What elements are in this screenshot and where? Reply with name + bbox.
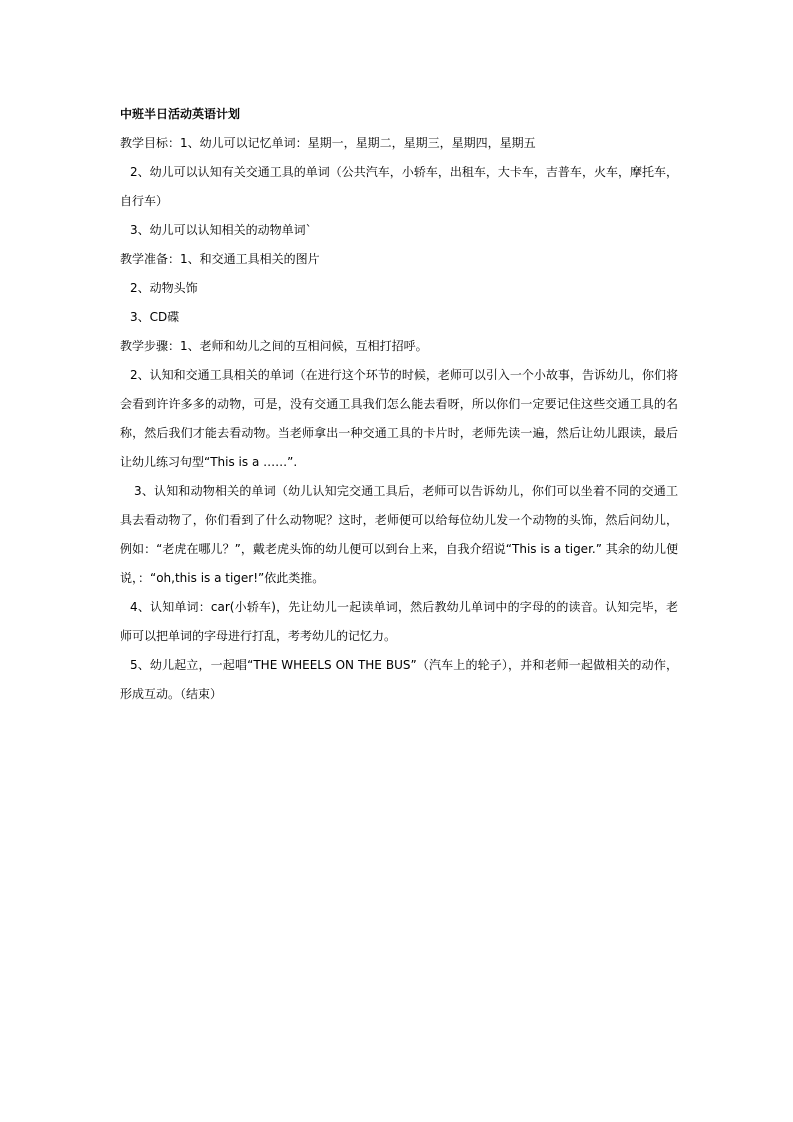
paragraph-objective-3: 3、幼儿可以认知相关的动物单词` bbox=[130, 223, 312, 237]
paragraph-step-2: 2、认知和交通工具相关的单词（在进行这个环节的时候，老师可以引入一个小故事，告诉幼儿，你们将会看到许许多多的动物，可是，没有交通工具我们怎么能去看呀，所以你们一定要记住这些交通工具的名称，然后我们才能去看动物。当老师拿出一种交通工具的卡片时，老师先读一遍，然后让幼儿跟读，最后让幼儿练习句型“This is a ……”. bbox=[120, 368, 678, 469]
paragraph-preparation: 教学准备：1、和交通工具相关的图片 bbox=[120, 252, 320, 266]
document-body bbox=[120, 100, 678, 709]
paragraph-step-5: 5、幼儿起立，一起唱“THE WHEELS ON THE BUS”（汽车上的轮子），并和老师一起做相关的动作，形成互动。（结束） bbox=[120, 658, 678, 701]
paragraph-objectives: 教学目标：1、幼儿可以记忆单词：星期一，星期二，星期三，星期四，星期五 bbox=[120, 136, 536, 150]
paragraph-step-3: 3、认知和动物相关的单词（幼儿认知完交通工具后，老师可以告诉幼儿，你们可以坐着不同的交通工具去看动物了，你们看到了什么动物呢？这时，老师便可以给每位幼儿发一个动物的头饰，然后问幼儿，例如：“老虎在哪儿？”，戴老虎头饰的幼儿便可以到台上来，自我介绍说“This is a tiger.” 其余的幼儿便说，：“oh,this is a tiger!”依此类推。 bbox=[120, 484, 678, 585]
paragraph-preparation-3: 3、CD碟 bbox=[130, 310, 180, 324]
paragraph-preparation-2: 2、动物头饰 bbox=[130, 281, 198, 295]
paragraph-objective-2: 2、幼儿可以认知有关交通工具的单词（公共汽车，小轿车，出租车，大卡车，吉普车，火车，摩托车，自行车） bbox=[120, 165, 678, 208]
document-title: 中班半日活动英语计划 bbox=[120, 107, 241, 121]
paragraph-steps: 教学步骤：1、老师和幼儿之间的互相问候，互相打招呼。 bbox=[120, 339, 428, 353]
paragraph-step-4: 4、认知单词：car(小轿车)，先让幼儿一起读单词，然后教幼儿单词中的字母的的读音。认知完毕，老师可以把单词的字母进行打乱，考考幼儿的记忆力。 bbox=[120, 600, 678, 643]
